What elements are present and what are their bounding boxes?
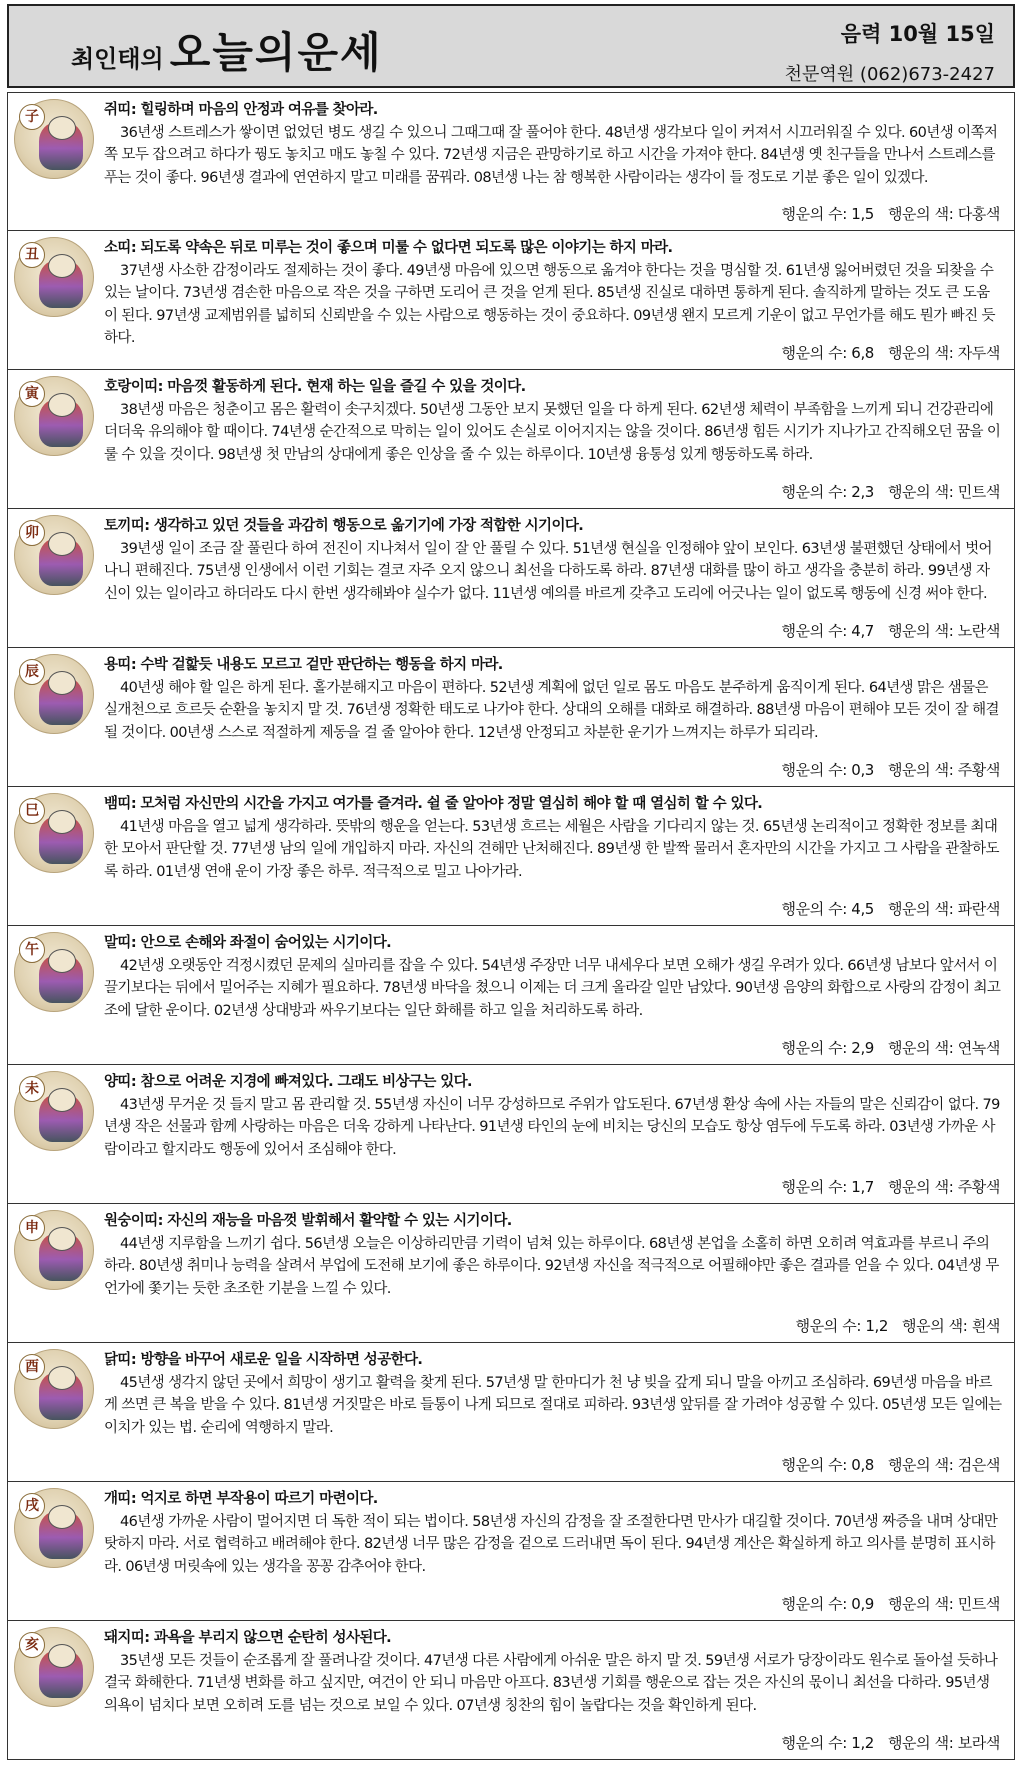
zodiac-character: 亥	[19, 1632, 45, 1658]
lucky-number: 1,2	[851, 1734, 874, 1752]
lucky-info	[782, 481, 1000, 502]
fortune-headline: 닭띠: 방향을 바꾸어 새로운 일을 시작하면 성공한다.	[104, 1352, 423, 1368]
zodiac-emblem-icon	[14, 1627, 94, 1707]
lucky-color-label: 행운의 색	[887, 1039, 949, 1057]
colon: :	[948, 205, 958, 223]
colon: :	[842, 622, 852, 640]
zodiac-character: 巳	[19, 798, 45, 824]
lucky-color: 흰색	[971, 1317, 1000, 1335]
zodiac-emblem-icon	[14, 376, 94, 456]
lucky-info	[782, 759, 1000, 780]
lucky-number-label: 행운의 수	[781, 205, 843, 223]
fortune-body: 46년생 가까운 사람이 멀어지면 더 독한 적이 되는 법이다. 58년생 자신의 감정을 잘 조절한다면 만사가 대길할 것이다. 70년생 짜증을 내며 상대만 탓하지 마라. 서로 협력하고 배려해야 한다. 82년생 너무 많은 감정을 겉으로 드러내면 독이 된다. 94년생 계산은 확실하게 하고 의사를 분명히 표시하라. 06년생 머릿속에 있는 생각을 꽁꽁 감추어야 한다.	[104, 1513, 998, 1575]
fortune-entry	[7, 231, 1015, 370]
colon: :	[948, 900, 958, 918]
colon: :	[948, 622, 958, 640]
lucky-color: 노란색	[957, 622, 1000, 640]
header-banner	[7, 4, 1015, 88]
zodiac-face-icon	[48, 532, 76, 556]
lucky-info	[782, 1037, 1000, 1058]
fortune-body: 41년생 마음을 열고 넓게 생각하라. 뜻밖의 행운을 얻는다. 53년생 흐르는 세월은 사람을 기다리지 않는 것. 65년생 논리적이고 정확한 정보를 최대한 모아서 판단할 것. 77년생 남의 일에 개입하지 마라. 자신의 견해만 난처해진다. 89년생 한 발짝 물러서 혼자만의 시간을 가지고 그 사람을 관찰하도록 하라. 01년생 연애 운이 가장 좋은 하루. 적극적으로 밀고 나아가라.	[104, 818, 999, 880]
lucky-info	[782, 203, 1000, 224]
zodiac-face-icon	[48, 1227, 76, 1251]
lucky-color: 민트색	[957, 483, 1000, 501]
colon: :	[948, 1039, 958, 1057]
fortune-text	[104, 932, 1002, 1022]
lucky-color: 다홍색	[957, 205, 1000, 223]
fortune-list	[7, 92, 1015, 1760]
zodiac-character: 子	[19, 104, 45, 130]
lucky-number: 1,5	[851, 205, 874, 223]
zodiac-face-icon	[48, 1505, 76, 1529]
lucky-number-label: 행운의 수	[781, 344, 843, 362]
fortune-entry	[7, 1343, 1015, 1482]
zodiac-emblem-icon	[14, 515, 94, 595]
fortune-headline: 양띠: 참으로 어려운 지경에 빠져있다. 그래도 비상구는 있다.	[104, 1074, 472, 1090]
fortune-headline: 개띠: 억지로 하면 부작용이 따르기 마련이다.	[104, 1491, 378, 1507]
lucky-number: 2,9	[851, 1039, 874, 1057]
lucky-info	[782, 1593, 1000, 1614]
zodiac-face-icon	[48, 254, 76, 278]
lucky-color: 파란색	[957, 900, 1000, 918]
colon: :	[842, 1456, 852, 1474]
zodiac-character: 丑	[19, 242, 45, 268]
fortune-text	[104, 1627, 1002, 1717]
zodiac-emblem-icon	[14, 1210, 94, 1290]
lucky-info	[782, 620, 1000, 641]
colon: :	[948, 1595, 958, 1613]
lucky-color: 주황색	[957, 1178, 1000, 1196]
fortune-entry	[7, 926, 1015, 1065]
lucky-number-label: 행운의 수	[781, 900, 843, 918]
zodiac-character: 寅	[19, 381, 45, 407]
fortune-entry	[7, 1065, 1015, 1204]
fortune-text	[104, 654, 1002, 744]
lucky-color-label: 행운의 색	[887, 622, 949, 640]
lucky-number: 1,7	[851, 1178, 874, 1196]
fortune-text	[104, 1349, 1002, 1439]
lucky-number-label: 행운의 수	[781, 1178, 843, 1196]
fortune-entry	[7, 1482, 1015, 1621]
header-meta	[785, 18, 995, 86]
lucky-color: 주황색	[957, 761, 1000, 779]
fortune-headline: 원숭이띠: 자신의 재능을 마음껏 발휘해서 활약할 수 있는 시기이다.	[104, 1213, 512, 1229]
lucky-number: 0,3	[851, 761, 874, 779]
fortune-headline: 뱀띠: 모처럼 자신만의 시간을 가지고 여가를 즐겨라. 쉴 줄 알아야 정말 열심히 해야 할 때 열심히 할 수 있다.	[104, 796, 763, 812]
colon: :	[948, 1734, 958, 1752]
fortune-body: 45년생 생각지 않던 곳에서 희망이 생기고 활력을 찾게 된다. 57년생 말 한마디가 천 냥 빚을 갚게 되니 말을 아끼고 조심하라. 69년생 마음을 바르게 쓰면 큰 복을 받을 수 있다. 81년생 거짓말은 바로 들통이 나게 되므로 절대로 피하라. 93년생 앞뒤를 잘 가려야 성공할 수 있다. 05년생 모든 일에는 이치가 있는 법. 순리에 역행하지 말라.	[104, 1374, 1002, 1436]
lucky-info	[796, 1315, 1000, 1336]
fortune-headline: 말띠: 안으로 손해와 좌절이 숨어있는 시기이다.	[104, 935, 392, 951]
colon: :	[842, 1734, 852, 1752]
contact-info: 천문역원 (062)673-2427	[784, 64, 995, 85]
fortune-headline: 용띠: 수박 겉핥듯 내용도 모르고 겉만 판단하는 행동을 하지 마라.	[104, 657, 503, 673]
lucky-info	[782, 898, 1000, 919]
fortune-text	[104, 1488, 1002, 1578]
zodiac-character: 午	[19, 937, 45, 963]
lucky-number-label: 행운의 수	[781, 622, 843, 640]
lucky-color-label: 행운의 색	[887, 205, 949, 223]
zodiac-emblem-icon	[14, 1349, 94, 1429]
author-name: 최인태의	[71, 44, 164, 73]
brand	[71, 20, 383, 80]
lucky-number-label: 행운의 수	[781, 1039, 843, 1057]
colon: :	[948, 1456, 958, 1474]
lucky-number: 0,9	[851, 1595, 874, 1613]
fortune-body: 40년생 해야 할 일은 하게 된다. 홀가분해지고 마음이 편하다. 52년생 계획에 없던 일로 몸도 마음도 분주하게 움직이게 된다. 64년생 맑은 샘물은 실개천으로 흐르듯 순환을 놓치지 말 것. 76년생 정확한 태도로 나가야 한다. 상대의 오해를 대화로 해결하라. 88년생 마음이 편해야 모든 것이 잘 해결될 것이다. 00년생 스스로 적절하게 제동을 걸 줄 알아야 한다. 12년생 안정되고 차분한 운기가 느껴지는 하루가 되리라.	[104, 679, 999, 741]
lucky-color-label: 행운의 색	[887, 761, 949, 779]
colon: :	[948, 761, 958, 779]
fortune-text	[104, 237, 1002, 350]
zodiac-face-icon	[48, 1644, 76, 1668]
colon: :	[842, 761, 852, 779]
fortune-headline: 소띠: 되도록 약속은 뒤로 미루는 것이 좋으며 미룰 수 없다면 되도록 많은 이야기는 하지 마라.	[104, 240, 673, 256]
fortune-headline: 토끼띠: 생각하고 있던 것들을 과감히 행동으로 옮기기에 가장 적합한 시기이다.	[104, 518, 584, 534]
column-title: 오늘의운세	[169, 28, 383, 77]
lucky-number-label: 행운의 수	[795, 1317, 857, 1335]
colon: :	[962, 1317, 972, 1335]
colon: :	[842, 900, 852, 918]
fortune-entry	[7, 92, 1015, 231]
zodiac-face-icon	[48, 671, 76, 695]
colon: :	[856, 1317, 866, 1335]
zodiac-emblem-icon	[14, 237, 94, 317]
zodiac-face-icon	[48, 1088, 76, 1112]
zodiac-emblem-icon	[14, 793, 94, 873]
lucky-color-label: 행운의 색	[887, 900, 949, 918]
zodiac-character: 卯	[19, 520, 45, 546]
colon: :	[842, 1595, 852, 1613]
colon: :	[842, 344, 852, 362]
lucky-color: 민트색	[957, 1595, 1000, 1613]
fortune-text	[104, 1071, 1002, 1161]
colon: :	[948, 1178, 958, 1196]
colon: :	[842, 1039, 852, 1057]
zodiac-face-icon	[48, 393, 76, 417]
colon: :	[948, 344, 958, 362]
lucky-color-label: 행운의 색	[887, 1456, 949, 1474]
lucky-color: 보라색	[957, 1734, 1000, 1752]
colon: :	[842, 205, 852, 223]
lucky-color-label: 행운의 색	[887, 344, 949, 362]
zodiac-character: 未	[19, 1076, 45, 1102]
zodiac-emblem-icon	[14, 654, 94, 734]
lucky-number: 2,3	[851, 483, 874, 501]
zodiac-character: 酉	[19, 1354, 45, 1380]
lucky-number-label: 행운의 수	[781, 761, 843, 779]
lucky-color: 검은색	[957, 1456, 1000, 1474]
lucky-number: 1,2	[865, 1317, 889, 1335]
zodiac-face-icon	[48, 949, 76, 973]
zodiac-face-icon	[48, 810, 76, 834]
fortune-entry	[7, 787, 1015, 926]
fortune-text	[104, 99, 1002, 189]
zodiac-character: 申	[19, 1215, 45, 1241]
colon: :	[842, 483, 852, 501]
fortune-body: 44년생 지루함을 느끼기 쉽다. 56년생 오늘은 이상하리만큼 기력이 넘쳐 있는 하루이다. 68년생 본업을 소홀히 하면 오히려 역효과를 부르니 주의하라. 80년생 취미나 능력을 살려서 부업에 도전해 보기에 좋은 하루이다. 92년생 자신을 적극적으로 어필해야만 좋은 결과를 얻을 수 있다. 04년생 무언가에 쫓기는 듯한 초조한 기분을 느낄 수 있다.	[104, 1235, 999, 1297]
zodiac-emblem-icon	[14, 932, 94, 1012]
fortune-body: 36년생 스트레스가 쌓이면 없었던 병도 생길 수 있으니 그때그때 잘 풀어야 한다. 48년생 생각보다 일이 커져서 시끄러워질 수 있다. 60년생 이쪽저쪽 모두 잡으려고 하다가 꿩도 놓치고 매도 놓칠 수 있다. 72년생 지금은 관망하기로 하고 시간을 가져야 한다. 84년생 옛 친구들을 만나서 스트레스를 푸는 것이 좋다. 96년생 결과에 연연하지 말고 미래를 꿈꿔라. 08년생 나는 참 행복한 사람이라는 생각이 들 정도로 기분 좋은 일이 있겠다.	[104, 124, 998, 186]
fortune-text	[104, 515, 1002, 605]
fortune-body: 43년생 무거운 것 들지 말고 몸 관리할 것. 55년생 자신이 너무 강성하므로 주위가 압도된다. 67년생 환상 속에 사는 자들의 말은 신뢰감이 없다. 79년생 작은 선물과 함께 사랑하는 마음은 더욱 강하게 나타난다. 91년생 타인의 눈에 비치는 당신의 모습도 항상 염두에 두도록 하라. 03년생 가까운 사람이라고 할지라도 행동에 있어서 조심해야 한다.	[104, 1096, 1000, 1158]
lucky-color: 자두색	[957, 344, 1000, 362]
lucky-info	[782, 1732, 1000, 1753]
colon: :	[948, 483, 958, 501]
lucky-color-label: 행운의 색	[887, 1595, 949, 1613]
zodiac-emblem-icon	[14, 1071, 94, 1151]
fortune-entry	[7, 370, 1015, 509]
lucky-number-label: 행운의 수	[781, 1734, 843, 1752]
lucky-color-label: 행운의 색	[902, 1317, 963, 1335]
fortune-entry	[7, 509, 1015, 648]
lucky-color: 연녹색	[957, 1039, 1000, 1057]
fortune-headline: 돼지띠: 과욕을 부리지 않으면 순탄히 성사된다.	[104, 1630, 392, 1646]
lucky-info	[782, 342, 1000, 363]
zodiac-emblem-icon	[14, 99, 94, 179]
fortune-text	[104, 1210, 1002, 1300]
lucky-number-label: 행운의 수	[781, 1456, 843, 1474]
lunar-date: 음력 10월 15일	[840, 22, 995, 46]
fortune-headline: 호랑이띠: 마음껏 활동하게 된다. 현재 하는 일을 즐길 수 있을 것이다.	[104, 379, 526, 395]
fortune-body: 35년생 모든 것들이 순조롭게 잘 풀려나갈 것이다. 47년생 다른 사람에게 아쉬운 말은 하지 말 것. 59년생 서로가 당장이라도 원수로 돌아설 듯하나 결국 화해한다. 71년생 변화를 하고 싶지만, 여건이 안 되니 마음만 아프다. 83년생 기회를 행운으로 잡는 것은 자신의 몫이니 최선을 다하라. 95년생 의욕이 넘치다 보면 오히려 도를 넘는 것으로 보일 수 있다. 07년생 칭찬의 힘이 놀랍다는 것을 확인하게 된다.	[104, 1652, 998, 1714]
lucky-color-label: 행운의 색	[887, 1734, 949, 1752]
lucky-number-label: 행운의 수	[781, 483, 843, 501]
fortune-body: 37년생 사소한 감정이라도 절제하는 것이 좋다. 49년생 마음에 있으면 행동으로 옮겨야 한다는 것을 명심할 것. 61년생 잃어버렸던 것을 되찾을 수 있는 날이다. 73년생 겸손한 마음으로 작은 것을 구하면 도리어 큰 것을 얻게 된다. 85년생 진실로 대하면 통하게 된다. 솔직하게 말하는 것도 큰 도움이 된다. 97년생 교제범위를 넓히되 신뢰받을 수 있는 사람으로 행동하는 것이 중요하다. 09년생 왠지 모르게 기운이 없고 무언가를 해도 뭔가 빠진 듯하다.	[104, 262, 995, 346]
fortune-text	[104, 376, 1002, 466]
fortune-body: 42년생 오랫동안 걱정시켰던 문제의 실마리를 잡을 수 있다. 54년생 주장만 너무 내세우다 보면 오해가 생길 우려가 있다. 66년생 남보다 앞서서 이끌기보다는 뒤에서 밀어주는 지혜가 필요하다. 78년생 바닥을 쳤으니 이제는 더 크게 올라갈 일만 남았다. 90년생 음양의 화합으로 사랑의 감정이 최고조에 달한 운이다. 02년생 상대방과 싸우기보다는 일단 화해를 하고 일을 처리하도록 하라.	[104, 957, 1001, 1019]
lucky-number-label: 행운의 수	[781, 1595, 843, 1613]
lucky-info	[782, 1454, 1000, 1475]
fortune-entry	[7, 648, 1015, 787]
lucky-number: 4,7	[851, 622, 874, 640]
zodiac-face-icon	[48, 1366, 76, 1390]
fortune-entry	[7, 1204, 1015, 1343]
lucky-number: 6,8	[851, 344, 874, 362]
fortune-headline: 쥐띠: 힐링하며 마음의 안정과 여유를 찾아라.	[104, 102, 378, 118]
zodiac-emblem-icon	[14, 1488, 94, 1568]
zodiac-character: 戌	[19, 1493, 45, 1519]
lucky-color-label: 행운의 색	[887, 483, 949, 501]
colon: :	[842, 1178, 852, 1196]
lucky-number: 0,8	[851, 1456, 874, 1474]
fortune-entry	[7, 1621, 1015, 1760]
fortune-text	[104, 793, 1002, 883]
zodiac-character: 辰	[19, 659, 45, 685]
lucky-info	[782, 1176, 1000, 1197]
fortune-body: 39년생 일이 조금 잘 풀린다 하여 전진이 지나쳐서 일이 잘 안 풀릴 수 있다. 51년생 현실을 인정해야 앞이 보인다. 63년생 불편했던 상태에서 벗어나니 편해진다. 75년생 인생에서 이런 기회는 결코 자주 오지 않으니 최선을 다하도록 하라. 87년생 대화를 많이 하고 생각을 충분히 하라. 99년생 자신이 있는 일이라고 하더라도 다시 한번 생각해봐야 실수가 없다. 11년생 예의를 바르게 갖추고 도리에 어긋나는 일이 없도록 행동에 신경 써야 한다.	[104, 540, 992, 602]
zodiac-face-icon	[48, 116, 76, 140]
lucky-color-label: 행운의 색	[887, 1178, 949, 1196]
lucky-number: 4,5	[851, 900, 874, 918]
fortune-body: 38년생 마음은 청춘이고 몸은 활력이 솟구치겠다. 50년생 그동안 보지 못했던 일을 다 하게 된다. 62년생 체력이 부족함을 느끼게 되니 건강관리에 더더욱 유의해야 할 때이다. 74년생 순간적으로 막히는 일이 있어도 손실로 이어지지는 않을 것이다. 86년생 힘든 시기가 지나가고 간직해오던 꿈을 이룰 수 있을 것이다. 98년생 첫 만남의 상대에게 좋은 인상을 줄 수 있는 하루이다. 10년생 융통성 있게 행동하도록 하라.	[104, 401, 1001, 463]
